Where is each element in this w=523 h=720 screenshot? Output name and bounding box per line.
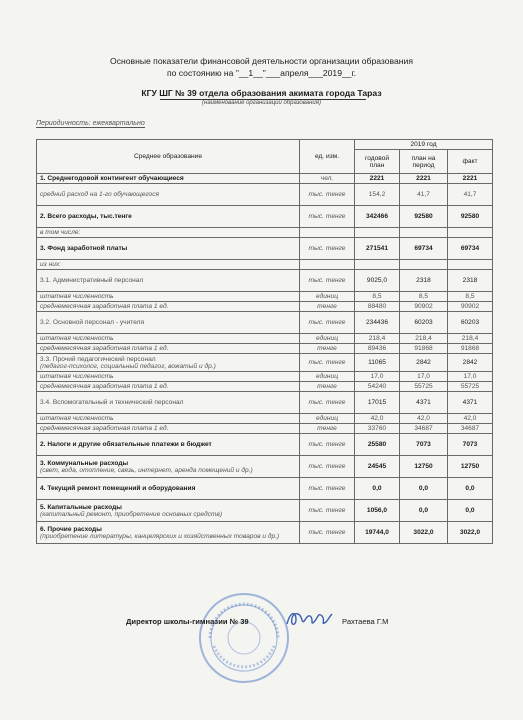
- row-unit: единиц: [300, 414, 355, 424]
- row-label-text: 6. Прочие расходы: [40, 525, 102, 533]
- row-fact: 91868: [448, 344, 493, 354]
- row-label-subtext: (педагог-психолог, социальный педагог, вожатый и др.): [40, 362, 216, 370]
- row-label: [37, 424, 300, 434]
- table-row: [37, 392, 493, 414]
- document-title-line1: Основные показатели финансовой деятельности организации образования: [110, 56, 413, 66]
- row-plan-year: 8,5: [355, 292, 400, 302]
- row-unit: единиц: [300, 292, 355, 302]
- row-plan-period: 2318: [400, 270, 448, 292]
- row-plan-year: 25580: [355, 434, 400, 456]
- row-plan-year: 0,0: [355, 478, 400, 500]
- row-fact: 12750: [448, 456, 493, 478]
- row-label-text: средний расход на 1-го обучающегося: [40, 191, 160, 198]
- row-plan-period: 17,0: [400, 372, 448, 382]
- row-plan-period: 3022,0: [400, 522, 448, 544]
- row-label-text: в том числе:: [40, 229, 81, 236]
- row-label: [37, 478, 300, 500]
- row-label: [37, 522, 300, 544]
- row-label: [37, 354, 300, 372]
- row-plan-year: 11065: [355, 354, 400, 372]
- row-label-text: 2. Налоги и другие обязательные платежи в бюджет: [40, 441, 212, 448]
- row-unit: тенге: [300, 424, 355, 434]
- row-label: [37, 344, 300, 354]
- row-fact: 60203: [448, 312, 493, 334]
- row-label-text: среднемесячная заработная плата 1 ед.: [40, 303, 169, 310]
- organization-name: КГУ ШГ № 39 отдела образования акимата города Тараз: [141, 88, 382, 98]
- row-unit: тыс. тенге: [300, 184, 355, 206]
- row-plan-period: 41,7: [400, 184, 448, 206]
- header-plan-year: годовой план: [355, 150, 400, 174]
- row-unit: тыс. тенге: [300, 478, 355, 500]
- row-label: [37, 334, 300, 344]
- row-fact: 0,0: [448, 500, 493, 522]
- row-unit: тыс. тенге: [300, 500, 355, 522]
- row-fact: 17,0: [448, 372, 493, 382]
- row-unit: [300, 228, 355, 238]
- table-row: [37, 522, 493, 544]
- row-plan-year: 19744,0: [355, 522, 400, 544]
- row-label-text: штатная численность: [40, 373, 114, 380]
- row-plan-year: 271541: [355, 238, 400, 260]
- row-label: [37, 292, 300, 302]
- row-label: [37, 372, 300, 382]
- row-plan-period: 8,5: [400, 292, 448, 302]
- row-fact: 0,0: [448, 478, 493, 500]
- row-label-text: 3.2. Основной персонал - учителя: [40, 319, 145, 326]
- row-plan-period: 34687: [400, 424, 448, 434]
- row-plan-year: 342466: [355, 206, 400, 228]
- header-plan-period: план на период: [400, 150, 448, 174]
- table-row: [37, 372, 493, 382]
- row-label-text: 1. Среднегодовой контингент обучающиеся: [40, 175, 184, 182]
- row-label-text: 3.3. Прочий педагогический персонал: [40, 355, 156, 363]
- row-plan-year: 89436: [355, 344, 400, 354]
- row-plan-year: 54240: [355, 382, 400, 392]
- row-plan-period: 7073: [400, 434, 448, 456]
- table-row: [37, 270, 493, 292]
- row-plan-period: 60203: [400, 312, 448, 334]
- row-label: [37, 382, 300, 392]
- director-label: Директор школы-гимназии № 39: [126, 617, 249, 626]
- header-year: 2019 год: [355, 140, 493, 150]
- row-plan-period: 42,0: [400, 414, 448, 424]
- row-label-text: 2. Всего расходы, тыс.тенге: [40, 213, 132, 220]
- row-label-text: 5. Капитальные расходы: [40, 503, 122, 511]
- director-name: Рахтаева Г.М: [342, 617, 389, 626]
- row-fact: 4371: [448, 392, 493, 414]
- row-plan-year: 1056,0: [355, 500, 400, 522]
- row-plan-period: 0,0: [400, 500, 448, 522]
- table-row: [37, 260, 493, 270]
- row-plan-year: 88480: [355, 302, 400, 312]
- row-label-text: 3. Фонд заработной платы: [40, 245, 128, 252]
- row-unit: тыс. тенге: [300, 392, 355, 414]
- row-fact: 55725: [448, 382, 493, 392]
- header-fact: факт: [448, 150, 493, 174]
- row-unit: тыс. тенге: [300, 206, 355, 228]
- row-plan-period: 12750: [400, 456, 448, 478]
- table-row: [37, 206, 493, 228]
- row-fact: 2318: [448, 270, 493, 292]
- row-label: [37, 174, 300, 184]
- row-label-subtext: (приобретение литературы, канцелярских и хозяйственных товаров и др.): [40, 532, 280, 540]
- row-label: [37, 206, 300, 228]
- row-label-text: 3. Коммунальные расходы: [40, 459, 129, 467]
- row-plan-period: 2221: [400, 174, 448, 184]
- row-fact: 2221: [448, 174, 493, 184]
- table-row: [37, 414, 493, 424]
- row-label: [37, 184, 300, 206]
- row-plan-period: 4371: [400, 392, 448, 414]
- row-plan-period: 55725: [400, 382, 448, 392]
- header-unit: ед. изм.: [300, 140, 355, 174]
- row-fact: 90902: [448, 302, 493, 312]
- row-plan-year: 33760: [355, 424, 400, 434]
- table-row: [37, 344, 493, 354]
- row-label-text: среднемесячная заработная плата 1 ед.: [40, 383, 169, 390]
- row-unit: чел.: [300, 174, 355, 184]
- row-fact: [448, 260, 493, 270]
- table-row: [37, 184, 493, 206]
- row-fact: 7073: [448, 434, 493, 456]
- row-plan-year: [355, 228, 400, 238]
- row-label-subtext: (капитальный ремонт, приобретение основных средств): [40, 510, 223, 518]
- row-label-text: 4. Текущий ремонт помещений и оборудования: [40, 485, 196, 492]
- row-plan-period: 2842: [400, 354, 448, 372]
- director-signature: [284, 604, 334, 632]
- row-plan-year: 42,0: [355, 414, 400, 424]
- row-plan-period: 69734: [400, 238, 448, 260]
- row-label: [37, 312, 300, 334]
- row-label-text: среднемесячная заработная плата 1 ед.: [40, 345, 169, 352]
- row-unit: тыс. тенге: [300, 312, 355, 334]
- table-row: [37, 382, 493, 392]
- row-label: [37, 302, 300, 312]
- financial-table: [36, 139, 493, 544]
- row-label: [37, 392, 300, 414]
- row-plan-year: 234436: [355, 312, 400, 334]
- row-label-text: штатная численность: [40, 415, 114, 422]
- table-row: [37, 174, 493, 184]
- row-fact: 41,7: [448, 184, 493, 206]
- round-seal-stamp: [196, 590, 292, 686]
- row-label: [37, 500, 300, 522]
- row-label: [37, 270, 300, 292]
- document-title-line2: по состоянию на "__1__"___апреля___2019__г.: [166, 68, 357, 78]
- row-plan-year: 9025,0: [355, 270, 400, 292]
- row-unit: тыс. тенге: [300, 522, 355, 544]
- row-fact: 92580: [448, 206, 493, 228]
- table-row: [37, 434, 493, 456]
- row-unit: тыс. тенге: [300, 434, 355, 456]
- table-row: [37, 238, 493, 260]
- row-plan-year: 17,0: [355, 372, 400, 382]
- row-label: [37, 260, 300, 270]
- table-row: [37, 456, 493, 478]
- row-label-text: штатная численность: [40, 293, 114, 300]
- row-unit: единиц: [300, 372, 355, 382]
- row-plan-period: 218,4: [400, 334, 448, 344]
- row-plan-year: 24545: [355, 456, 400, 478]
- row-unit: тыс. тенге: [300, 238, 355, 260]
- row-unit: тенге: [300, 344, 355, 354]
- table-row: [37, 334, 493, 344]
- row-plan-period: [400, 260, 448, 270]
- table-row: [37, 354, 493, 372]
- row-fact: 8,5: [448, 292, 493, 302]
- row-fact: 34687: [448, 424, 493, 434]
- row-label-text: 3.1. Административный персонал: [40, 277, 144, 284]
- row-plan-period: 0,0: [400, 478, 448, 500]
- table-row: [37, 312, 493, 334]
- row-label-subtext: (свет, вода, отопление, связь, интернет, аренда помещений и др.): [40, 466, 253, 474]
- table-row: [37, 302, 493, 312]
- row-unit: [300, 260, 355, 270]
- row-fact: [448, 228, 493, 238]
- row-fact: 2842: [448, 354, 493, 372]
- row-fact: 42,0: [448, 414, 493, 424]
- table-row: [37, 424, 493, 434]
- row-unit: тыс. тенге: [300, 270, 355, 292]
- row-plan-year: 218,4: [355, 334, 400, 344]
- row-unit: единиц: [300, 334, 355, 344]
- row-label: [37, 456, 300, 478]
- periodicity-label: Периодичность: ежеквартально: [36, 120, 145, 127]
- row-label: [37, 228, 300, 238]
- table-row: [37, 228, 493, 238]
- table-row: [37, 478, 493, 500]
- row-fact: 69734: [448, 238, 493, 260]
- row-plan-period: [400, 228, 448, 238]
- row-plan-year: [355, 260, 400, 270]
- row-label-text: среднемесячная заработная плата 1 ед.: [40, 425, 169, 432]
- header-main: Среднее образование: [37, 140, 300, 174]
- table-row: [37, 292, 493, 302]
- row-unit: тыс. тенге: [300, 354, 355, 372]
- row-unit: тенге: [300, 382, 355, 392]
- row-unit: тыс. тенге: [300, 456, 355, 478]
- row-plan-year: 2221: [355, 174, 400, 184]
- row-label-text: из них:: [40, 261, 61, 268]
- row-label: [37, 414, 300, 424]
- row-plan-year: 154,2: [355, 184, 400, 206]
- row-fact: 3022,0: [448, 522, 493, 544]
- row-plan-period: 92580: [400, 206, 448, 228]
- row-unit: тенге: [300, 302, 355, 312]
- row-plan-year: 17015: [355, 392, 400, 414]
- row-plan-period: 91868: [400, 344, 448, 354]
- table-row: [37, 500, 493, 522]
- row-label-text: штатная численность: [40, 335, 114, 342]
- row-label: [37, 434, 300, 456]
- row-label-text: 3.4. Вспомогательный и технический персонал: [40, 399, 184, 406]
- organization-caption: (наименование организации образования): [202, 100, 321, 106]
- row-label: [37, 238, 300, 260]
- row-fact: 218,4: [448, 334, 493, 344]
- row-plan-period: 90902: [400, 302, 448, 312]
